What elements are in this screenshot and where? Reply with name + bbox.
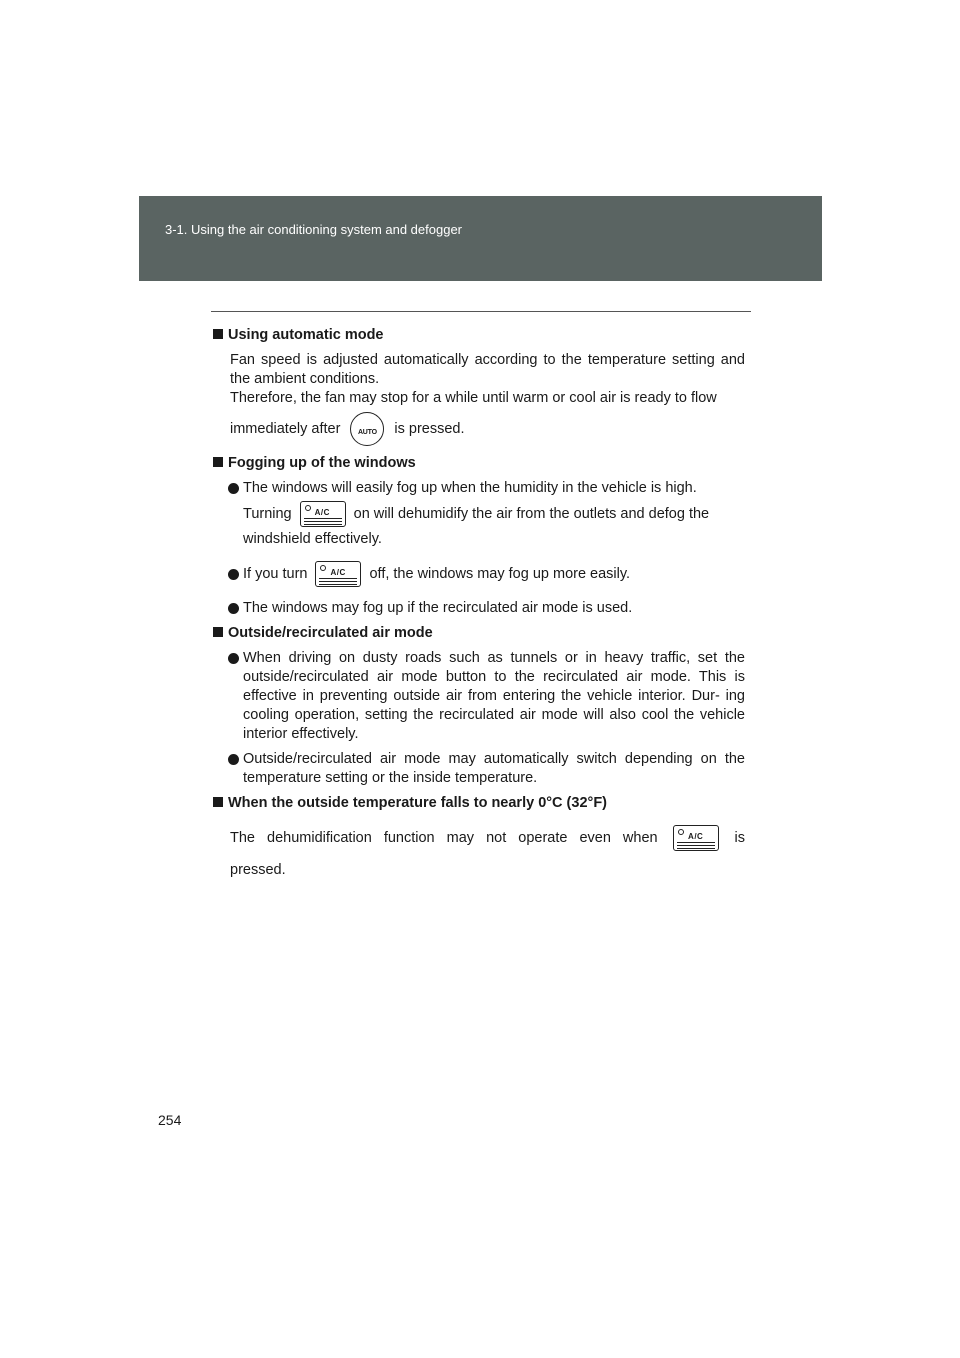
square-bullet-icon <box>213 627 223 637</box>
bullet-icon <box>228 653 239 664</box>
ac-button-icon: A/C <box>315 561 361 587</box>
ac-button-icon: A/C <box>673 825 719 851</box>
paragraph: Therefore, the fan may stop for a while until warm or cool air is ready to flow <box>230 390 717 406</box>
square-bullet-icon <box>213 329 223 339</box>
bullet-icon <box>228 754 239 765</box>
heading-automatic-mode: Using automatic mode <box>213 326 745 345</box>
list-item: When driving on dusty roads such as tunnels or in heavy traffic, set the outside/recirculated air mode button to the recirculated air mode. This is effective in preventing outside air from entering the vehicle interior. Dur- ing cooling operation, setting the recirculated air mode will also cool the vehicle interior effectively. <box>213 649 745 744</box>
page-content <box>213 326 745 880</box>
paragraph-auto-button: immediately after AUTO is pressed. <box>230 412 745 446</box>
heading-recirculated: Outside/recirculated air mode <box>213 624 745 643</box>
ac-button-icon: A/C <box>300 501 346 527</box>
square-bullet-icon <box>213 457 223 467</box>
heading-fogging: Fogging up of the windows <box>213 454 745 473</box>
page-number: 254 <box>158 1112 182 1128</box>
square-bullet-icon <box>213 797 223 807</box>
list-item: The windows will easily fog up when the humidity in the vehicle is high. Turning A/C on will dehumidify the air from the outlets and defog the windshield effectively. <box>213 479 745 549</box>
list-item: Outside/recirculated air mode may automatically switch depending on the temperature setting or the inside temperature. <box>213 750 745 788</box>
section-header <box>139 196 822 281</box>
paragraph-cold: The dehumidification function may not operate even when A/C is pressed. <box>230 825 745 880</box>
bullet-icon <box>228 569 239 580</box>
list-item: If you turn A/C off, the windows may fog up more easily. <box>213 561 745 587</box>
heading-cold: When the outside temperature falls to nearly 0°C (32°F) <box>213 794 745 813</box>
bullet-icon <box>228 483 239 494</box>
bullet-icon <box>228 603 239 614</box>
list-item: The windows may fog up if the recirculated air mode is used. <box>213 599 745 618</box>
paragraph: Fan speed is adjusted automatically according to the temperature setting and the ambient conditions. <box>230 352 745 387</box>
section-title: 3-1. Using the air conditioning system and defogger <box>165 222 463 237</box>
auto-button-icon: AUTO <box>350 412 384 446</box>
divider <box>211 311 751 312</box>
